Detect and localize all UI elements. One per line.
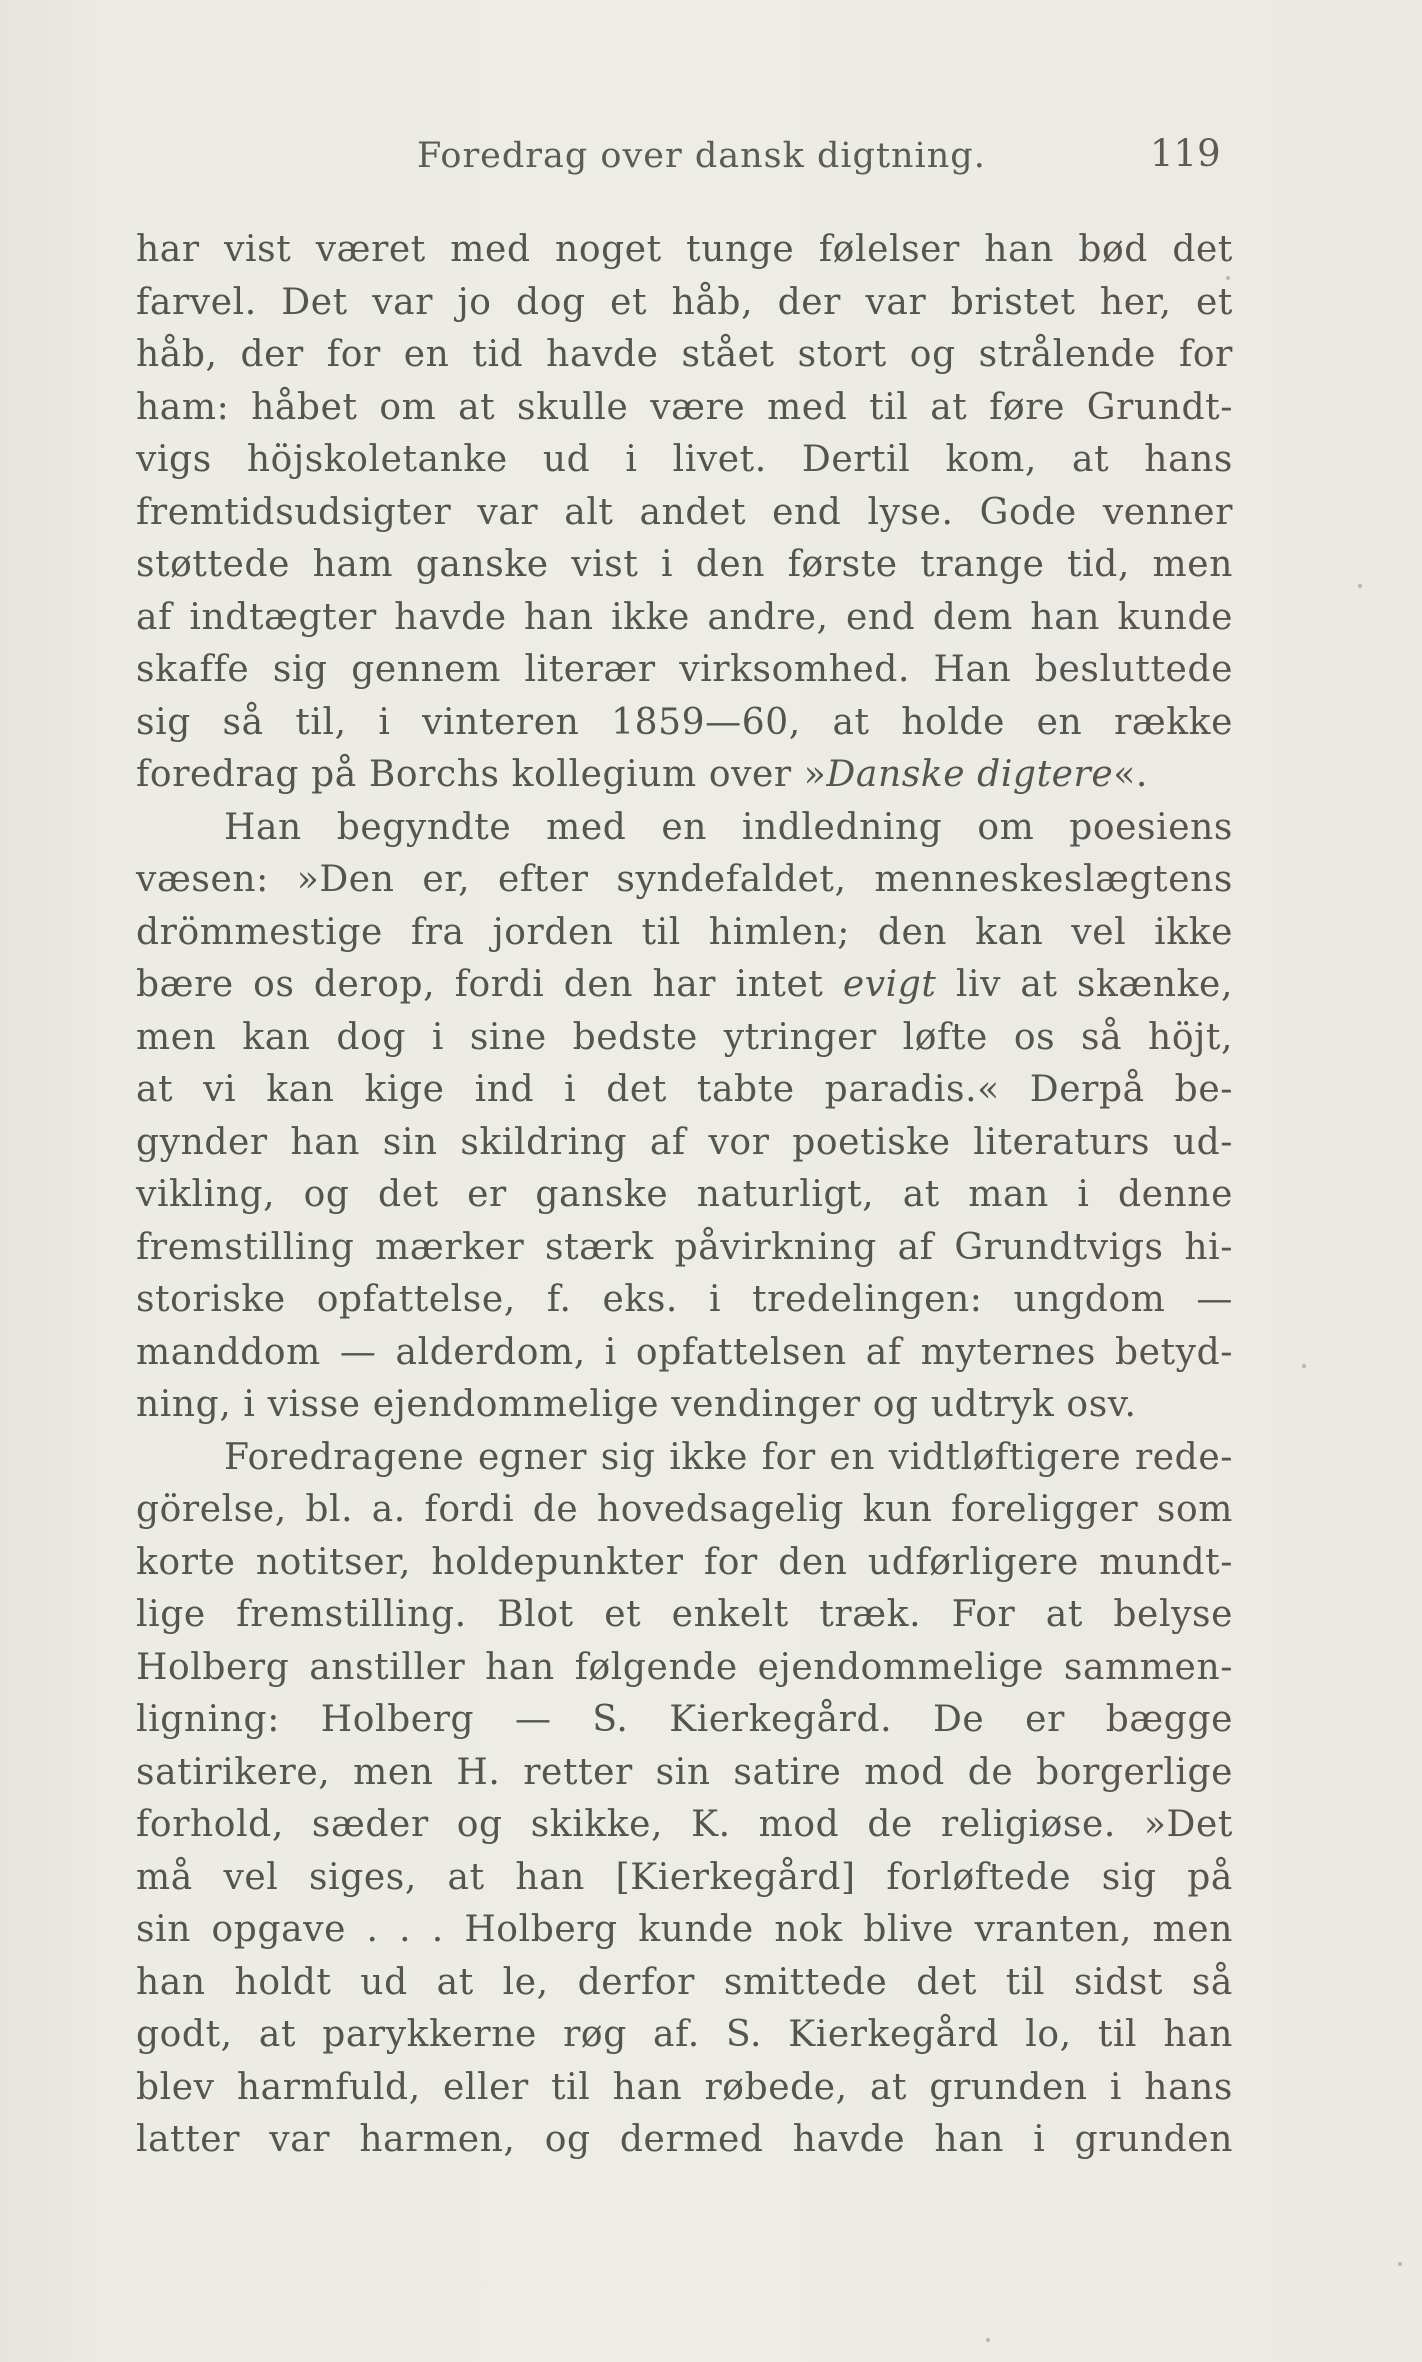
page-number: 119	[1150, 132, 1221, 175]
paper-speck	[986, 2338, 990, 2342]
text-segment: liv at skænke,	[936, 964, 1234, 1005]
text-line: latter var harmen, og dermed havde han i grunden	[136, 2119, 1233, 2160]
body-text	[136, 224, 1233, 2167]
text-line: godt, at parykkerne røg af. S. Kierkegård lo, til han	[136, 2014, 1233, 2055]
italic-emphasis: Danske digtere	[826, 754, 1114, 795]
text-line: forhold, sæder og skikke, K. mod de religiøse. »Det	[136, 1804, 1233, 1845]
text-line: væsen: »Den er, efter syndefaldet, menneskeslægtens	[136, 859, 1233, 900]
italic-emphasis: evigt	[842, 964, 937, 1005]
text-line: men kan dog i sine bedste ytringer løfte os så höjt,	[136, 1016, 1233, 1058]
text-line: Holberg anstiller han følgende ejendommelige sammen-	[136, 1646, 1233, 1688]
text-line: ning, i visse ejendommelige vendinger og udtryk osv.	[136, 1384, 1137, 1425]
text-line: blev harmfuld, eller til han røbede, at grunden i hans	[136, 2066, 1233, 2108]
text-line: støttede ham ganske vist i den første trange tid, men	[136, 544, 1233, 585]
text-line	[136, 749, 1233, 802]
text-segment: foredrag på Borchs kollegium over »	[136, 754, 827, 795]
text-line: må vel siges, at han [Kierkegård] forløftede sig på	[136, 1856, 1233, 1898]
text-line	[136, 959, 1233, 1012]
text-line: Han begyndte med en indledning om poesiens	[224, 806, 1233, 848]
paper-speck	[1226, 276, 1230, 280]
text-line: han holdt ud at le, derfor smittede det til sidst så	[136, 1961, 1233, 2003]
text-line: görelse, bl. a. fordi de hovedsagelig kun foreligger som	[136, 1489, 1233, 1530]
text-line: skaffe sig gennem literær virksomhed. Han besluttede	[136, 649, 1233, 690]
text-line: Foredragene egner sig ikke for en vidtløftigere rede-	[224, 1436, 1233, 1478]
text-line: håb, der for en tid havde stået stort og strålende for	[136, 334, 1233, 375]
text-line: drömmestige fra jorden til himlen; den kan vel ikke	[136, 911, 1233, 953]
text-line: korte notitser, holdepunkter for den udførligere mundt-	[136, 1541, 1233, 1583]
text-line: ligning: Holberg — S. Kierkegård. De er bægge	[136, 1699, 1233, 1740]
text-line: satirikere, men H. retter sin satire mod de borgerlige	[136, 1751, 1233, 1793]
text-line: vigs höjskoletanke ud i livet. Dertil kom, at hans	[136, 439, 1233, 480]
text-line: sin opgave . . . Holberg kunde nok blive vranten, men	[136, 1909, 1233, 1950]
paper-speck	[1302, 1364, 1306, 1368]
text-line: lige fremstilling. Blot et enkelt træk. For at belyse	[136, 1594, 1233, 1635]
text-line: gynder han sin skildring af vor poetiske literaturs ud-	[136, 1121, 1233, 1163]
text-line: vikling, og det er ganske naturligt, at man i denne	[136, 1174, 1233, 1215]
text-line: ham: håbet om at skulle være med til at føre Grundt-	[136, 386, 1233, 428]
text-line: sig så til, i vinteren 1859—60, at holde en række	[136, 701, 1233, 743]
text-line: fremtidsudsigter var alt andet end lyse. Gode venner	[136, 491, 1233, 533]
running-title: Foredrag over dansk digtning.	[417, 136, 986, 176]
text-line: manddom — alderdom, i opfattelsen af myternes betyd-	[136, 1331, 1233, 1373]
text-line: farvel. Det var jo dog et håb, der var bristet her, et	[136, 281, 1233, 323]
text-segment: bære os derop, fordi den har intet	[136, 964, 843, 1005]
paper-speck	[1398, 2262, 1402, 2266]
paper-speck	[1358, 584, 1362, 588]
text-line: storiske opfattelse, f. eks. i tredelingen: ungdom —	[136, 1279, 1233, 1320]
text-line: af indtægter havde han ikke andre, end dem han kunde	[136, 596, 1233, 638]
text-segment: «.	[1113, 754, 1148, 795]
text-line: at vi kan kige ind i det tabte paradis.« Derpå be-	[136, 1069, 1233, 1110]
text-line: har vist været med noget tunge følelser han bød det	[136, 229, 1233, 270]
text-line: fremstilling mærker stærk påvirkning af Grundtvigs hi-	[136, 1226, 1233, 1268]
